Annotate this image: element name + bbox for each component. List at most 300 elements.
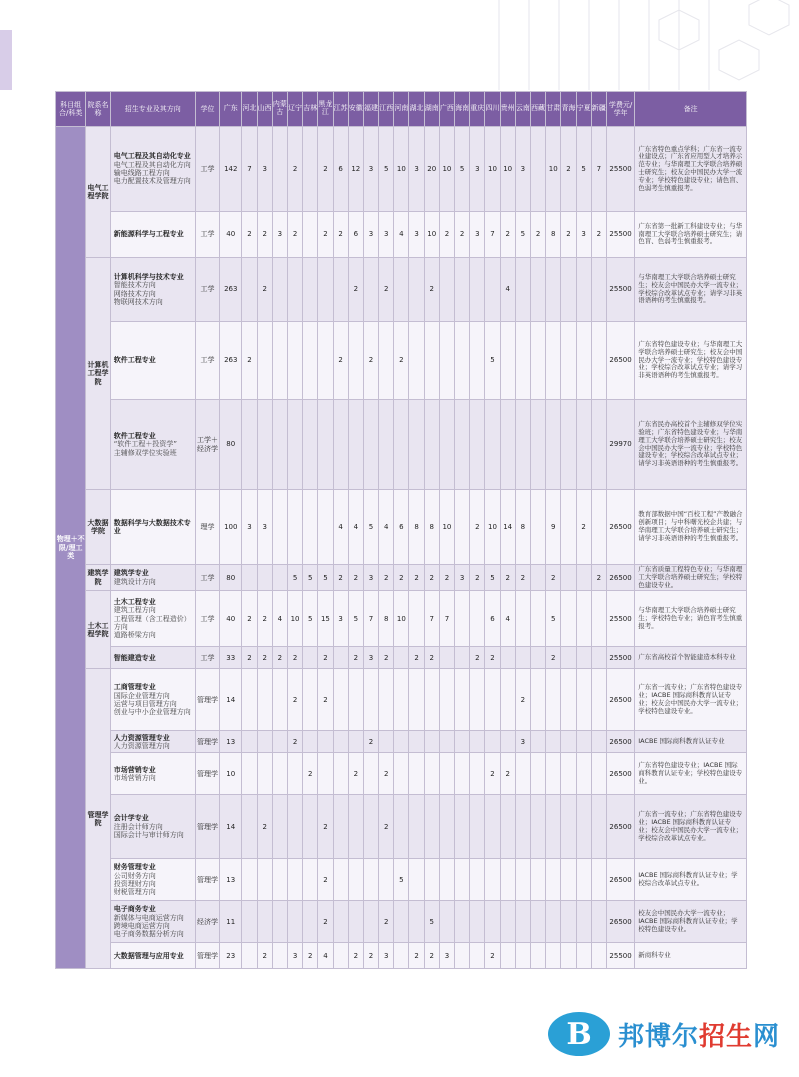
quota-cell (303, 647, 318, 669)
quota-cell: 5 (303, 565, 318, 591)
quota-cell (272, 901, 287, 943)
quota-cell (470, 591, 485, 647)
quota-cell (287, 400, 302, 490)
quota-cell: 4 (318, 943, 333, 969)
major-direction: 智能技术方向 (113, 281, 156, 290)
quota-cell (363, 669, 378, 731)
quota-cell (530, 669, 545, 731)
quota-cell (439, 400, 454, 490)
quota-cell (455, 669, 470, 731)
quota-cell: 2 (485, 943, 500, 969)
quota-cell (409, 901, 424, 943)
quota-cell: 2 (424, 647, 439, 669)
major-direction: 电子商务数据分析方向 (113, 930, 184, 939)
quota-cell (561, 565, 576, 591)
quota-cell (470, 669, 485, 731)
quota-cell: 2 (500, 565, 515, 591)
quota-cell (272, 258, 287, 322)
remark-cell: 广东省一流专业；广东省特色建设专业；IACBE 国际商科教育认证专业；校友会中国民办大学一流专业；学校综合改革试点专业。 (635, 795, 747, 859)
quota-cell: 4 (333, 490, 348, 565)
quota-cell: 3 (287, 943, 302, 969)
major-cell (110, 565, 195, 591)
quota-cell: 3 (257, 490, 272, 565)
quota-cell (394, 731, 409, 753)
quota-cell: 23 (220, 943, 242, 969)
quota-cell: 7 (485, 212, 500, 258)
quota-cell: 2 (318, 901, 333, 943)
quota-cell (515, 901, 530, 943)
college-cell: 电气工程学院 (86, 127, 110, 258)
degree-cell: 管理学 (195, 753, 219, 795)
quota-cell (272, 731, 287, 753)
quota-cell: 2 (257, 943, 272, 969)
quota-cell: 2 (546, 565, 561, 591)
quota-cell: 2 (530, 212, 545, 258)
quota-cell: 5 (485, 565, 500, 591)
major-direction: 财税管理方向 (113, 888, 156, 897)
major-direction: 工程管理（含工程造价）方向 (113, 614, 191, 632)
remark-cell: 与华南理工大学联合培养硕士研究生；校友会中国民办大学一流专业；学校综合改革试点专业；请学习非英语语种的考生慎重报考。 (635, 258, 747, 322)
quota-cell: 2 (515, 565, 530, 591)
quota-cell (303, 859, 318, 901)
quota-cell (257, 322, 272, 400)
quota-cell (409, 731, 424, 753)
quota-cell (546, 943, 561, 969)
quota-cell (439, 322, 454, 400)
quota-cell (333, 901, 348, 943)
quota-cell: 6 (348, 212, 363, 258)
major-direction: 建筑设计方向 (113, 577, 156, 586)
major-cell (110, 731, 195, 753)
quota-cell: 2 (333, 322, 348, 400)
quota-cell (333, 647, 348, 669)
degree-cell: 工学 (195, 565, 219, 591)
degree-cell: 管理学 (195, 859, 219, 901)
quota-cell: 2 (287, 731, 302, 753)
quota-cell (439, 647, 454, 669)
major-name: 智能建造专业 (113, 653, 156, 662)
quota-cell (439, 795, 454, 859)
quota-cell: 2 (409, 943, 424, 969)
quota-cell (303, 669, 318, 731)
quota-cell (500, 669, 515, 731)
quota-cell (439, 258, 454, 322)
quota-cell (303, 795, 318, 859)
quota-cell: 7 (439, 591, 454, 647)
table-row (56, 212, 747, 258)
quota-cell (242, 943, 257, 969)
quota-cell (424, 731, 439, 753)
major-direction: 网络技术方向 (113, 289, 156, 298)
major-direction: 投资理财方向 (113, 879, 156, 888)
quota-cell (272, 859, 287, 901)
table-row (56, 753, 747, 795)
quota-cell (591, 400, 606, 490)
major-direction: 市场营销方向 (113, 773, 156, 782)
header-province: 广西 (439, 92, 454, 127)
quota-cell: 2 (287, 212, 302, 258)
quota-cell: 2 (515, 669, 530, 731)
quota-cell: 80 (220, 565, 242, 591)
quota-cell: 2 (409, 647, 424, 669)
quota-cell: 5 (394, 859, 409, 901)
header-province: 福建 (363, 92, 378, 127)
major-cell (110, 490, 195, 565)
fee-cell: 26500 (606, 565, 634, 591)
quota-cell (591, 669, 606, 731)
logo-badge: B (548, 1012, 610, 1056)
header-province: 河北 (242, 92, 257, 127)
college-cell: 计算机工程学院 (86, 258, 110, 490)
quota-cell: 263 (220, 322, 242, 400)
quota-cell (318, 322, 333, 400)
quota-cell (242, 565, 257, 591)
quota-cell (287, 795, 302, 859)
quota-cell (561, 943, 576, 969)
quota-cell: 3 (409, 212, 424, 258)
major-direction: 道路桥梁方向 (113, 631, 156, 640)
quota-cell (242, 859, 257, 901)
degree-cell: 工学 (195, 212, 219, 258)
college-cell: 土木工程学院 (86, 591, 110, 669)
quota-cell (455, 859, 470, 901)
quota-cell (287, 258, 302, 322)
quota-cell (500, 322, 515, 400)
quota-cell (530, 322, 545, 400)
quota-cell (303, 901, 318, 943)
quota-cell: 5 (455, 127, 470, 212)
quota-cell: 2 (561, 127, 576, 212)
quota-cell (348, 669, 363, 731)
table-row (56, 943, 747, 969)
quota-cell (561, 859, 576, 901)
quota-cell: 2 (318, 859, 333, 901)
fee-cell: 25500 (606, 258, 634, 322)
quota-cell: 8 (379, 591, 394, 647)
quota-cell: 14 (220, 795, 242, 859)
quota-cell (272, 669, 287, 731)
quota-cell (424, 400, 439, 490)
quota-cell (287, 490, 302, 565)
admission-plan-table (55, 91, 747, 969)
quota-cell: 7 (424, 591, 439, 647)
major-name: 电子商务专业 (113, 905, 156, 914)
quota-cell (409, 795, 424, 859)
table-row (56, 127, 747, 212)
major-direction: 主辅修双学位实验班 (113, 448, 177, 457)
quota-cell: 3 (333, 591, 348, 647)
major-direction: 电气工程及其自动化方向 (113, 160, 191, 169)
header-province: 广东 (220, 92, 242, 127)
major-name: 大数据管理与应用专业 (113, 951, 184, 960)
quota-cell (591, 795, 606, 859)
quota-cell: 142 (220, 127, 242, 212)
quota-cell (394, 669, 409, 731)
quota-cell (500, 943, 515, 969)
degree-cell: 经济学 (195, 901, 219, 943)
remark-cell: 广东省第一批新工科建设专业；与华南理工大学联合培养硕士研究生；请色盲、色弱考生慎重报考。 (635, 212, 747, 258)
fee-cell: 25500 (606, 591, 634, 647)
quota-cell (455, 258, 470, 322)
quota-cell: 2 (318, 212, 333, 258)
quota-cell: 2 (257, 591, 272, 647)
table-row (56, 795, 747, 859)
quota-cell: 4 (500, 258, 515, 322)
quota-cell: 2 (485, 647, 500, 669)
table-row (56, 565, 747, 591)
quota-cell (546, 400, 561, 490)
quota-cell (591, 731, 606, 753)
header-college: 院系名称 (86, 92, 110, 127)
quota-cell (530, 731, 545, 753)
quota-cell: 2 (455, 212, 470, 258)
quota-cell (242, 258, 257, 322)
quota-cell: 3 (439, 943, 454, 969)
quota-cell (546, 669, 561, 731)
quota-cell: 3 (470, 127, 485, 212)
quota-cell (561, 901, 576, 943)
quota-cell (546, 322, 561, 400)
quota-cell (272, 127, 287, 212)
quota-cell (409, 591, 424, 647)
degree-cell: 工学 (195, 322, 219, 400)
quota-cell: 2 (500, 753, 515, 795)
header-province: 江苏 (333, 92, 348, 127)
header-province: 西藏 (530, 92, 545, 127)
header-province: 宁夏 (576, 92, 591, 127)
major-direction: 建筑工程方向 (113, 606, 156, 615)
remark-cell: IACBE 国际商科教育认证专业；学校综合改革试点专业。 (635, 859, 747, 901)
quota-cell (409, 400, 424, 490)
table-row (56, 591, 747, 647)
header-province: 重庆 (470, 92, 485, 127)
major-name: 土木工程专业 (113, 597, 156, 606)
major-name: 计算机科学与技术专业 (113, 272, 184, 281)
quota-cell: 2 (303, 943, 318, 969)
quota-cell: 2 (379, 565, 394, 591)
quota-cell: 9 (546, 490, 561, 565)
quota-cell (318, 400, 333, 490)
quota-cell (546, 258, 561, 322)
header-province: 吉林 (303, 92, 318, 127)
quota-cell: 2 (333, 565, 348, 591)
quota-cell (257, 565, 272, 591)
quota-cell (348, 400, 363, 490)
quota-cell (515, 400, 530, 490)
quota-cell: 2 (409, 565, 424, 591)
quota-cell: 4 (500, 591, 515, 647)
quota-cell: 2 (318, 127, 333, 212)
quota-cell (439, 859, 454, 901)
header-province: 新疆 (591, 92, 606, 127)
table-row (56, 400, 747, 490)
quota-cell: 2 (576, 490, 591, 565)
quota-cell (303, 322, 318, 400)
quota-cell (576, 753, 591, 795)
header-province: 河南 (394, 92, 409, 127)
quota-cell (561, 258, 576, 322)
quota-cell (500, 901, 515, 943)
quota-cell: 12 (348, 127, 363, 212)
quota-cell: 3 (363, 565, 378, 591)
logo-text-part1: 邦博尔 (618, 1021, 700, 1052)
quota-cell (333, 753, 348, 795)
college-cell: 大数据学院 (86, 490, 110, 565)
quota-cell (257, 400, 272, 490)
major-cell (110, 127, 195, 212)
quota-cell: 10 (485, 490, 500, 565)
quota-cell (455, 731, 470, 753)
quota-cell: 2 (242, 212, 257, 258)
quota-cell: 2 (591, 565, 606, 591)
quota-cell: 3 (257, 127, 272, 212)
major-name: 电气工程及其自动化专业 (113, 152, 191, 161)
quota-cell (546, 901, 561, 943)
quota-cell: 5 (379, 127, 394, 212)
header-province: 湖南 (424, 92, 439, 127)
degree-cell: 理学 (195, 490, 219, 565)
table-row (56, 490, 747, 565)
quota-cell (379, 400, 394, 490)
quota-cell: 10 (394, 127, 409, 212)
quota-cell (591, 943, 606, 969)
quota-cell (424, 669, 439, 731)
remark-cell: 新商科专业 (635, 943, 747, 969)
quota-cell: 5 (287, 565, 302, 591)
quota-cell: 2 (379, 795, 394, 859)
quota-cell (409, 753, 424, 795)
quota-cell (394, 753, 409, 795)
major-name: 数据科学与大数据技术专业 (113, 518, 191, 535)
quota-cell (439, 669, 454, 731)
quota-cell (500, 731, 515, 753)
quota-cell: 3 (379, 943, 394, 969)
major-direction: 公司财务方向 (113, 871, 156, 880)
quota-cell (455, 591, 470, 647)
quota-cell: 2 (287, 647, 302, 669)
table-row (56, 669, 747, 731)
quota-cell: 2 (439, 565, 454, 591)
quota-cell (287, 859, 302, 901)
quota-cell: 80 (220, 400, 242, 490)
quota-cell: 2 (318, 647, 333, 669)
quota-cell: 2 (591, 212, 606, 258)
quota-cell: 2 (287, 669, 302, 731)
quota-cell (485, 795, 500, 859)
quota-cell: 2 (485, 753, 500, 795)
quota-cell (257, 753, 272, 795)
quota-cell: 10 (424, 212, 439, 258)
quota-cell (515, 258, 530, 322)
quota-cell (303, 127, 318, 212)
quota-cell (591, 258, 606, 322)
quota-cell (576, 647, 591, 669)
quota-cell (333, 258, 348, 322)
quota-cell: 2 (257, 647, 272, 669)
quota-cell (591, 591, 606, 647)
quota-cell: 2 (348, 753, 363, 795)
quota-cell (561, 490, 576, 565)
remark-cell: 广东省特色建设专业；IACBE 国际商科教育认证专业；学校特色建设专业。 (635, 753, 747, 795)
quota-cell: 3 (470, 212, 485, 258)
quota-cell (530, 258, 545, 322)
fee-cell: 25500 (606, 127, 634, 212)
quota-cell (363, 901, 378, 943)
quota-cell: 2 (303, 753, 318, 795)
quota-cell (561, 647, 576, 669)
quota-cell (409, 669, 424, 731)
quota-cell: 8 (515, 490, 530, 565)
quota-cell: 10 (485, 127, 500, 212)
fee-cell: 26500 (606, 490, 634, 565)
quota-cell (470, 731, 485, 753)
quota-cell: 20 (424, 127, 439, 212)
quota-cell: 2 (424, 258, 439, 322)
quota-cell: 263 (220, 258, 242, 322)
quota-cell (591, 647, 606, 669)
quota-cell (455, 901, 470, 943)
quota-cell: 5 (485, 322, 500, 400)
quota-cell (363, 258, 378, 322)
quota-cell: 2 (379, 901, 394, 943)
quota-cell (515, 647, 530, 669)
quota-cell (303, 212, 318, 258)
table-row (56, 901, 747, 943)
quota-cell: 8 (546, 212, 561, 258)
header-province: 湖北 (409, 92, 424, 127)
quota-cell: 3 (242, 490, 257, 565)
quota-cell: 5 (576, 127, 591, 212)
fee-cell: 26500 (606, 901, 634, 943)
quota-cell: 2 (242, 322, 257, 400)
table-row (56, 731, 747, 753)
quota-cell (530, 647, 545, 669)
quota-cell (242, 400, 257, 490)
major-cell (110, 400, 195, 490)
quota-cell (485, 731, 500, 753)
quota-cell: 3 (363, 127, 378, 212)
major-cell (110, 901, 195, 943)
quota-cell (576, 859, 591, 901)
quota-cell (424, 859, 439, 901)
header-province: 四川 (485, 92, 500, 127)
quota-cell (455, 647, 470, 669)
quota-cell (379, 669, 394, 731)
header-province: 青海 (561, 92, 576, 127)
quota-cell (561, 669, 576, 731)
quota-cell (561, 731, 576, 753)
fee-cell: 25500 (606, 647, 634, 669)
quota-cell: 6 (485, 591, 500, 647)
major-name: 软件工程专业 (113, 431, 156, 440)
major-cell (110, 591, 195, 647)
fee-cell: 26500 (606, 795, 634, 859)
quota-cell (394, 400, 409, 490)
quota-cell (485, 400, 500, 490)
quota-cell (470, 859, 485, 901)
logo-text-part3: 网 (753, 1021, 781, 1052)
degree-cell: 工学＋经济学 (195, 400, 219, 490)
quota-cell (303, 731, 318, 753)
quota-cell (546, 731, 561, 753)
logo-text (618, 1016, 780, 1053)
quota-cell (333, 400, 348, 490)
header-province: 江西 (379, 92, 394, 127)
quota-cell: 33 (220, 647, 242, 669)
fee-cell: 29970 (606, 400, 634, 490)
header-remark: 备注 (635, 92, 747, 127)
quota-cell: 2 (394, 565, 409, 591)
